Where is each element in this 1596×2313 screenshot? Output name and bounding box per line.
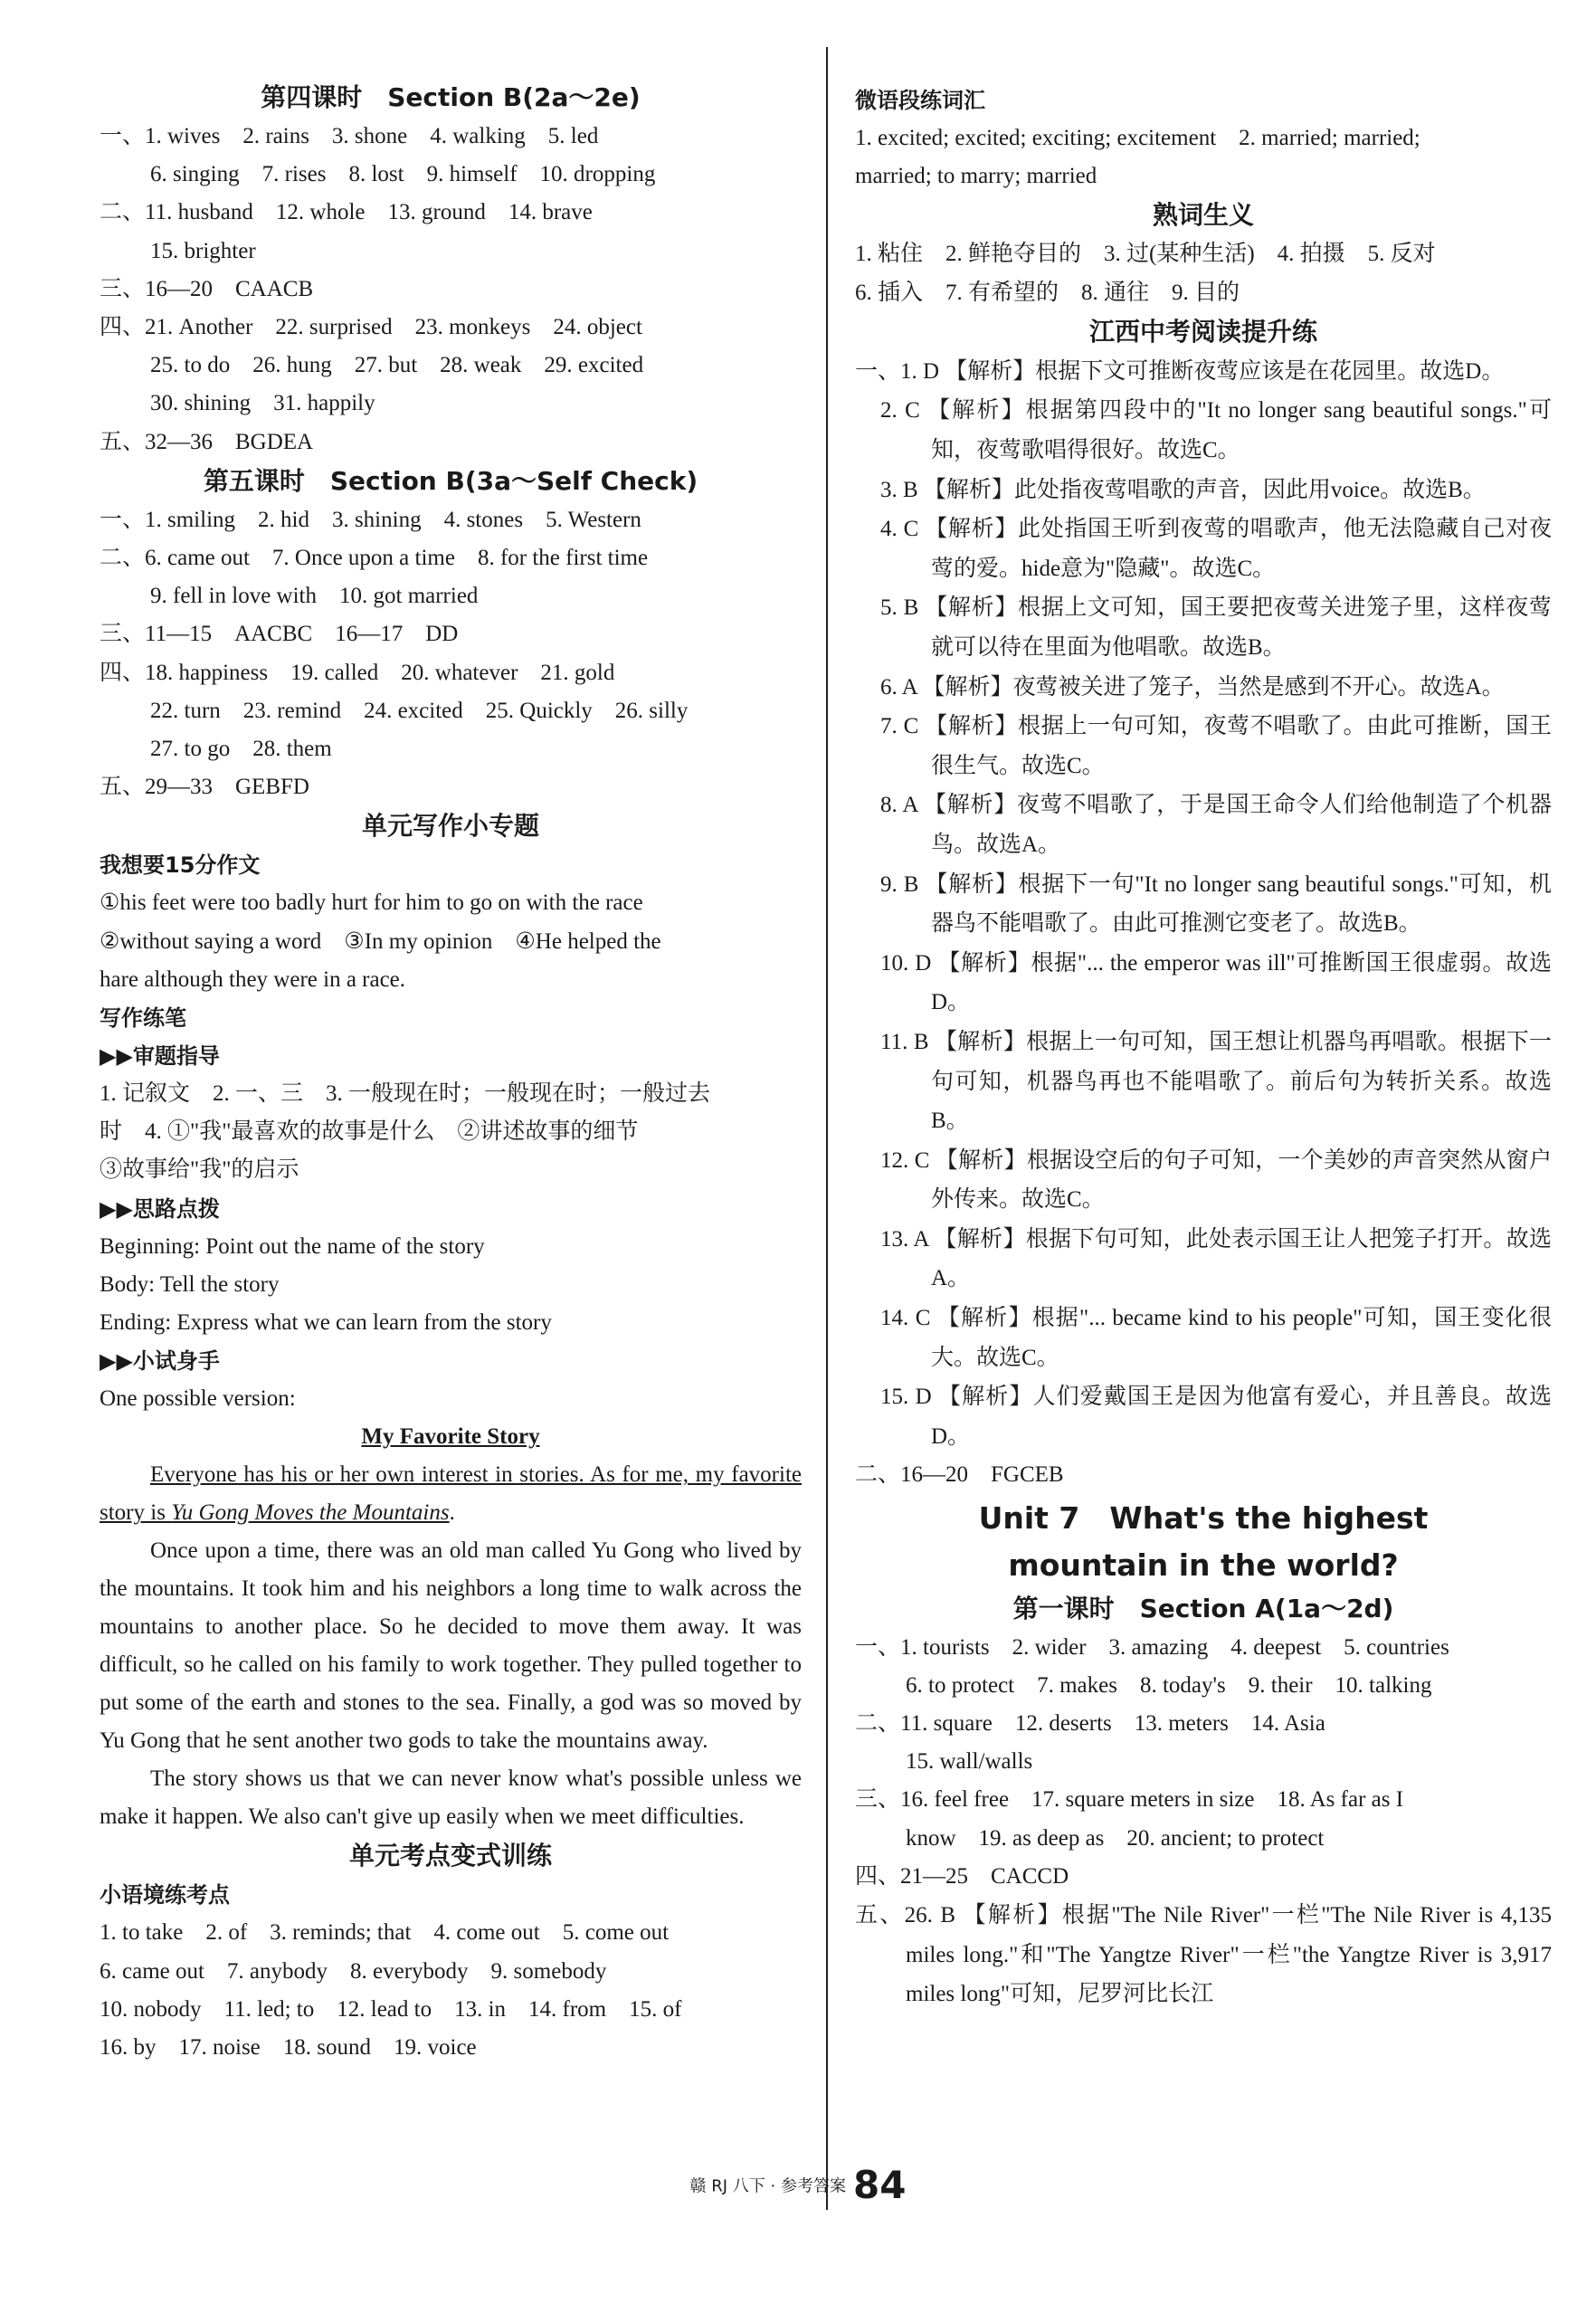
- reading-answer: 3. B 【解析】此处指夜莺唱歌的声音，因此用voice。故选B。: [880, 477, 1486, 502]
- unit7-line: 二、11. square 12. deserts 13. meters 14. Asia: [855, 1711, 1325, 1737]
- lesson5-line: 二、6. came out 7. Once upon a time 8. for the first time: [100, 546, 649, 571]
- guide-line: 时 4. ①"我"最喜欢的故事是什么 ②讲述故事的细节: [100, 1119, 639, 1145]
- lesson5-line: 22. turn 23. remind 24. excited 25. Quickly 26. silly: [150, 698, 689, 723]
- micro-line: 1. excited; excited; exciting; excitement 2. married; married;: [855, 126, 1420, 150]
- reading-answer: 6. A 【解析】夜莺被关进了笼子，当然是感到不开心。故选A。: [880, 674, 1505, 700]
- right-column: [855, 81, 1552, 2014]
- lesson4-line: 30. shining 31. happily: [150, 391, 375, 416]
- familiar-line: 1. 粘住 2. 鲜艳夺目的 3. 过(某种生活) 4. 拍摄 5. 反对: [855, 242, 1436, 267]
- variant-line: 1. to take 2. of 3. reminds; that 4. come out 5. come out: [100, 1920, 670, 1946]
- ideas-label: ▶▶思路点拨: [100, 1195, 220, 1222]
- lesson4-line: 一、1. wives 2. rains 3. shone 4. walking 5. led: [100, 124, 599, 148]
- lesson4-line: 二、11. husband 12. whole 13. ground 14. brave: [100, 200, 593, 225]
- reading-part2: 二、16—20 FGCEB: [855, 1462, 1064, 1488]
- unit7-lesson1-title: 第一课时 Section A(1a～2d): [1012, 1593, 1394, 1623]
- micro-line: married; to marry; married: [855, 164, 1097, 189]
- lesson5-line: 27. to go 28. them: [150, 737, 332, 762]
- unit7-q26: 五、26. B 【解析】根据"The Nile River"一栏"The Nile River is 4,135 miles long."和"The Yangtze River"一栏"the Yangtze River is 3,917 miles long"可知，尼罗河比长江: [855, 1903, 1552, 2007]
- want15-label: 我想要15分作文: [100, 852, 261, 879]
- variant-line: 6. came out 7. anybody 8. everybody 9. somebody: [100, 1958, 607, 1984]
- reading-answer: 9. B 【解析】根据下一句"It no longer sang beautiful songs."可知，机器鸟不能唱歌了。由此可推测它变老了。故选B。: [880, 871, 1552, 937]
- writing-title: 单元写作小专题: [361, 811, 539, 842]
- lesson5-line: 三、11—15 AACBC 16—17 DD: [100, 622, 459, 647]
- want15-line: hare although they were in a race.: [100, 966, 406, 992]
- unit7-title-line2: mountain in the world?: [1008, 1547, 1399, 1583]
- page-number: 84: [852, 2163, 907, 2207]
- lesson5-line: 一、1. smiling 2. hid 3. shining 4. stones 5. Western: [100, 507, 641, 532]
- reading-answer: 15. D 【解析】人们爱戴国王是因为他富有爱心，并且善良。故选D。: [880, 1385, 1552, 1449]
- lesson5-line: 五、29—33 GEBFD: [100, 775, 309, 800]
- variant-title: 单元考点变式训练: [348, 1841, 552, 1871]
- reading-answer: 12. C 【解析】根据设空后的句子可知，一个美妙的声音突然从窗户外传来。故选C。: [880, 1147, 1552, 1213]
- unit7-line: know 19. as deep as 20. ancient; to protect: [906, 1825, 1325, 1851]
- essay-paragraph-3: The story shows us that we can never know what's possible unless we make it happen. We also can't give up easily when we meet difficulties.: [100, 1766, 802, 1830]
- lesson4-line: 五、32—36 BGDEA: [100, 429, 314, 454]
- footer-text: 赣 RJ 八下 · 参考答案: [689, 2176, 846, 2196]
- practice-label: 写作练笔: [100, 1005, 186, 1032]
- unit7-line: 四、21—25 CACCD: [855, 1863, 1069, 1889]
- variant-line: 10. nobody 11. led; to 12. lead to 13. in 14. from 15. of: [100, 1996, 682, 2022]
- unit7-line: 三、16. feel free 17. square meters in size 18. As far as I: [855, 1787, 1404, 1813]
- one-possible-version: One possible version:: [100, 1386, 296, 1412]
- reading-answer: 4. C 【解析】此处指国王听到夜莺的唱歌声，他无法隐藏自己对夜莺的爱。hide意为"隐藏"。故选C。: [880, 517, 1552, 581]
- want15-line: ②without saying a word ③In my opinion ④He helped the: [100, 928, 661, 954]
- page-footer: [0, 2163, 1596, 2207]
- jiangxi-title: 江西中考阅读提升练: [1088, 316, 1317, 347]
- lesson4-line: 三、16—20 CAACB: [100, 276, 314, 301]
- unit7-line: 6. to protect 7. makes 8. today's 9. their 10. talking: [906, 1672, 1432, 1698]
- ideas-line: Beginning: Point out the name of the story: [100, 1233, 485, 1259]
- lesson5-line: 四、18. happiness 19. called 20. whatever 21. gold: [100, 660, 615, 685]
- lesson5-title: 第五课时 Section B(3a～Self Check): [203, 465, 698, 496]
- unit7-line: 一、1. tourists 2. wider 3. amazing 4. deepest 5. countries: [855, 1634, 1449, 1660]
- guide-label: ▶▶审题指导: [100, 1043, 220, 1070]
- unit7-line: 15. wall/walls: [906, 1749, 1033, 1775]
- familiar-line: 6. 插入 7. 有希望的 8. 通往 9. 目的: [855, 280, 1240, 305]
- reading-answer: 10. D 【解析】根据"... the emperor was ill"可推断国王很虚弱。故选D。: [880, 950, 1552, 1015]
- reading-answer: 14. C 【解析】根据"... became kind to his people"可知，国王变化很大。故选C。: [880, 1306, 1552, 1370]
- reading-answer: 5. B 【解析】根据上文可知，国王要把夜莺关进笼子里，这样夜莺就可以待在里面为他唱歌。故选B。: [880, 595, 1552, 660]
- guide-line: 1. 记叙文 2. 一、三 3. 一般现在时；一般现在时；一般过去: [100, 1081, 711, 1107]
- lesson4-line: 15. brighter: [150, 238, 256, 263]
- reading-answer: 8. A 【解析】夜莺不唱歌了，于是国王命令人们给他制造了个机器鸟。故选A。: [880, 793, 1552, 857]
- lesson4-title: 第四课时 Section B(2a～2e): [261, 82, 641, 112]
- essay-title: My Favorite Story: [361, 1424, 540, 1450]
- familiar-title: 熟词生义: [1152, 200, 1254, 231]
- ideas-line: Ending: Express what we can learn from the story: [100, 1310, 552, 1336]
- reading-answer: 一、1. D 【解析】根据下文可推断夜莺应该是在花园里。故选D。: [855, 358, 1505, 384]
- guide-line: ③故事给"我"的启示: [100, 1157, 299, 1183]
- reading-answer: 11. B 【解析】根据上一句可知，国王想让机器鸟再唱歌。根据下一句可知，机器鸟再也不能唱歌了。前后句为转折关系。故选B。: [880, 1029, 1552, 1134]
- try-label: ▶▶小试身手: [100, 1348, 220, 1375]
- left-column: [100, 78, 802, 2067]
- essay-intro: [100, 1456, 802, 1532]
- lesson5-line: 9. fell in love with 10. got married: [150, 584, 479, 609]
- lesson4-line: 四、21. Another 22. surprised 23. monkeys 24. object: [100, 315, 642, 340]
- reading-answer: 7. C 【解析】根据上一句可知，夜莺不唱歌了。由此可推断，国王很生气。故选C。: [880, 714, 1552, 778]
- reading-answer: 2. C 【解析】根据第四段中的"It no longer sang beautiful songs."可知，夜莺歌唱得很好。故选C。: [880, 398, 1552, 462]
- unit7-title-line1: Unit 7 What's the highest: [978, 1499, 1429, 1536]
- lesson4-line: 6. singing 7. rises 8. lost 9. himself 10. dropping: [150, 162, 656, 187]
- want15-line: ①his feet were too badly hurt for him to go on with the race: [100, 890, 643, 916]
- essay-intro-text: Everyone has his or her own interest in stories. As for me, my favorite story is: [100, 1462, 802, 1526]
- variant-line: 16. by 17. noise 18. sound 19. voice: [100, 2035, 477, 2061]
- variant-sub-label: 小语境练考点: [100, 1882, 230, 1908]
- essay-intro-title: Yu Gong Moves the Mountains: [171, 1500, 450, 1526]
- ideas-line: Body: Tell the story: [100, 1271, 280, 1297]
- essay-paragraph-2: Once upon a time, there was an old man called Yu Gong who lived by the mountains. It took him and his neighbors a long time to walk across the mountains to another place. So he decided to move them away. It was difficult, so he called on his family to work together. They pulled together to put some of the earth and stones to the sea. Finally, a god was so moved by Yu Gong that he sent another two gods to take the mountains away.: [100, 1538, 802, 1754]
- reading-answer: 13. A 【解析】根据下句可知，此处表示国王让人把笼子打开。故选A。: [880, 1226, 1552, 1291]
- micro-label: 微语段练词汇: [855, 88, 985, 113]
- column-divider: [826, 47, 828, 2210]
- essay-intro-end: .: [449, 1500, 455, 1526]
- lesson4-line: 25. to do 26. hung 27. but 28. weak 29. excited: [150, 353, 644, 378]
